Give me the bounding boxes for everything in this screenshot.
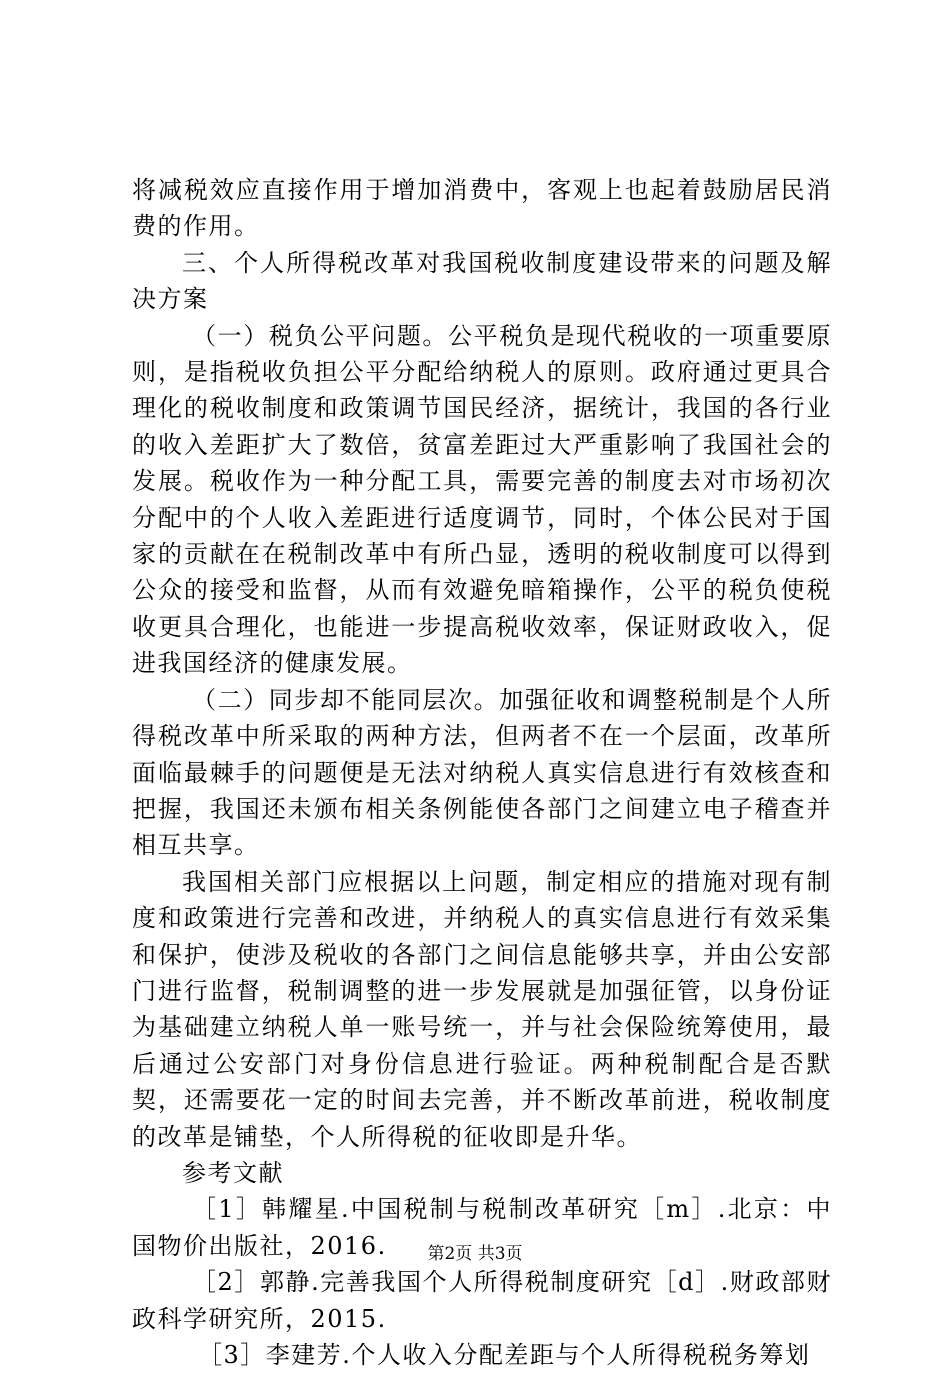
- document-body: [132, 172, 832, 1373]
- paragraph-continuation: 将减税效应直接作用于增加消费中，客观上也起着鼓励居民消费的作用。: [132, 176, 832, 241]
- page-number: 第2页 共3页: [427, 1244, 523, 1264]
- reference-item: ［1］韩耀星.中国税制与税制改革研究［m］.北京：中国物价出版社，2016.: [132, 1195, 832, 1260]
- references-heading: 参考文献: [182, 1158, 284, 1187]
- paragraph-tax-fairness: （一）税负公平问题。公平税负是现代税收的一项重要原则，是指税收负担公平分配给纳税人的原则。政府通过更具合理化的税收制度和政策调节国民经济，据统计，我国的各行业的收入差距扩大了数倍，贫富差距过大严重影响了我国社会的发展。税收作为一种分配工具，需要完善的制度去对市场初次分配中的个人收入差距进行适度调节，同时，个体公民对于国家的贡献在在税制改革中有所凸显，透明的税收制度可以得到公众的接受和监督，从而有效避免暗箱操作，公平的税负使税收更具合理化，也能进一步提高税收效率，保证财政收入，促进我国经济的健康发展。: [132, 321, 832, 678]
- reference-item: ［2］郭静.完善我国个人所得税制度研究［d］.财政部财政科学研究所，2015.: [132, 1268, 832, 1333]
- section-heading: 三、个人所得税改革对我国税收制度建设带来的问题及解决方案: [132, 248, 832, 314]
- paragraph-synchronization: （二）同步却不能同层次。加强征收和调整税制是个人所得税改革中所采取的两种方法，但两者不在一个层面，改革所面临最棘手的问题便是无法对纳税人真实信息进行有效核查和把握，我国还未颁布相关条例能使各部门之间建立电子稽查并相互共享。: [132, 685, 832, 860]
- reference-item: ［3］李建芳.个人收入分配差距与个人所得税税务筹划: [198, 1341, 811, 1369]
- paragraph-solution: 我国相关部门应根据以上问题，制定相应的措施对现有制度和政策进行完善和改进，并纳税人的真实信息进行有效采集和保护，使涉及税收的各部门之间信息能够共享，并由公安部门进行监督，税制调整的进一步发展就是加强征管，以身份证为基础建立纳税人单一账号统一，并与社会保险统筹使用，最后通过公安部门对身份信息进行验证。两种税制配合是否默契，还需要花一定的时间去完善，并不断改革前进，税收制度的改革是铺垫，个人所得税的征收即是升华。: [132, 867, 832, 1151]
